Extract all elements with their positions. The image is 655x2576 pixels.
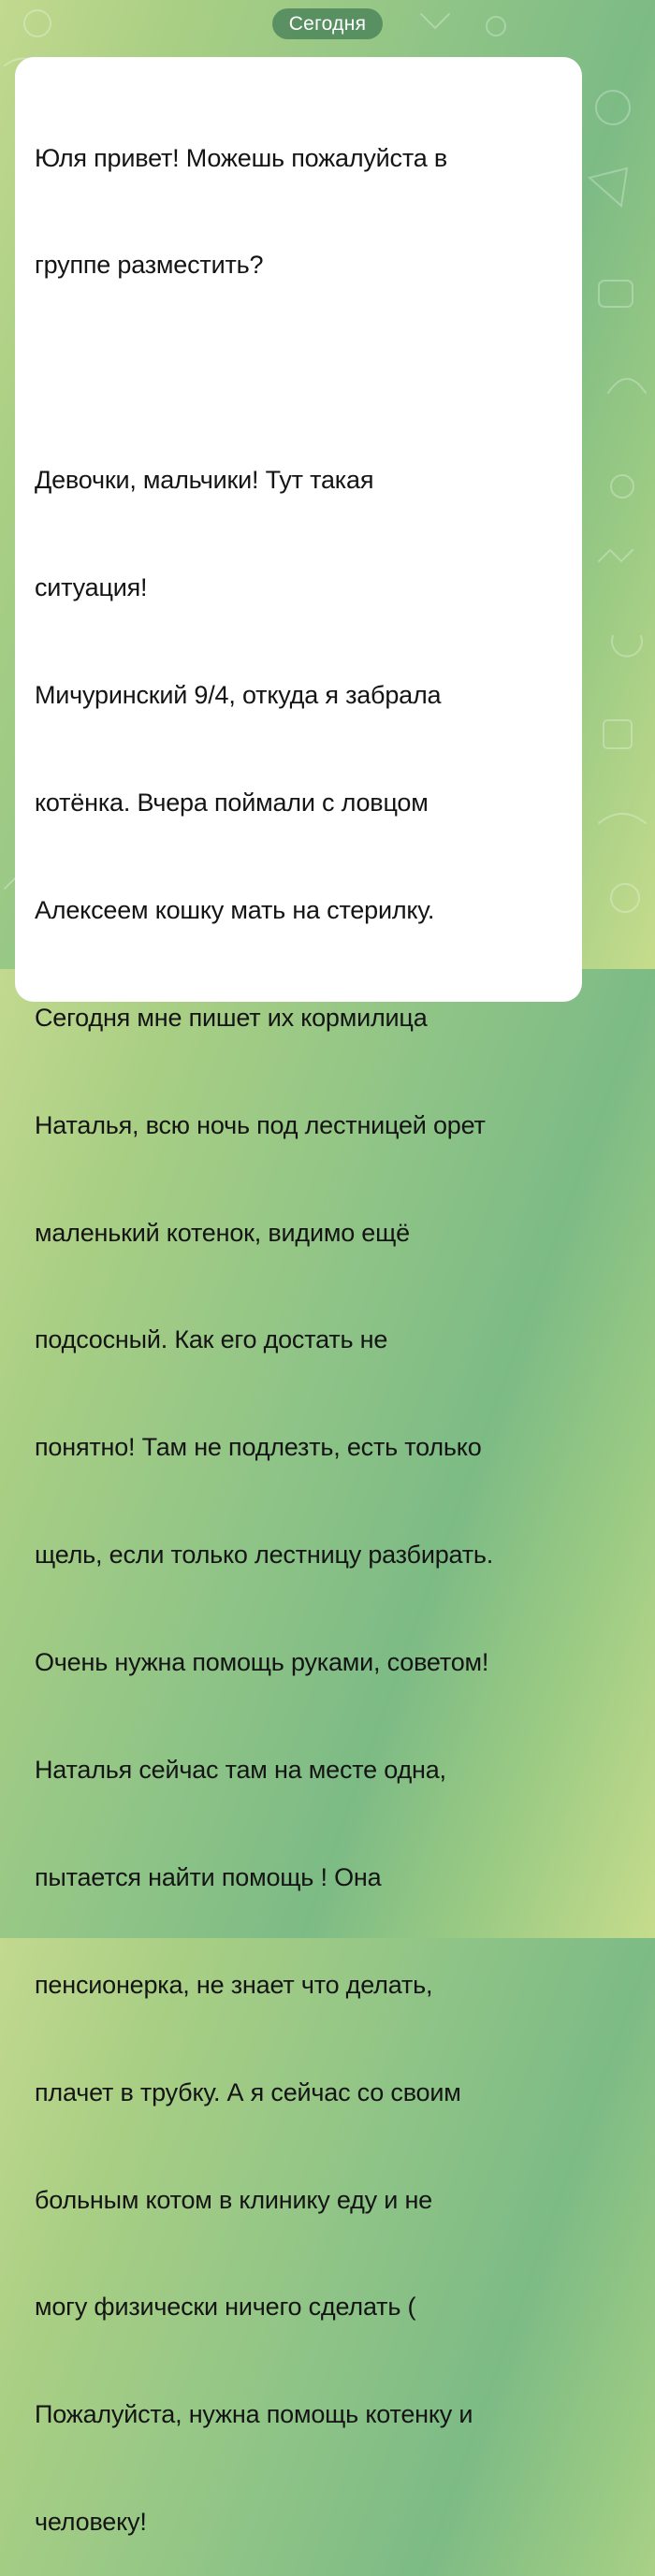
- message-line: [35, 355, 577, 390]
- message-text: [35, 68, 577, 2576]
- message-line: щель, если только лестницу разбирать.: [35, 1541, 494, 1570]
- message-line: группе разместить?: [35, 251, 264, 280]
- date-separator: Сегодня: [272, 8, 383, 39]
- message-line: пытается найти помощь ! Она: [35, 1862, 382, 1891]
- message-line: пенсионерка, не знает что делать,: [35, 1970, 433, 1999]
- message-line: Пожалуйста, нужна помощь котенку и: [35, 2400, 473, 2429]
- message-line: Очень нужна помощь руками, советом!: [35, 1648, 489, 1677]
- message-line: Мичуринский 9/4, откуда я забрала: [35, 681, 442, 710]
- message-line: плачет в трубку. А я сейчас со своим: [35, 2077, 461, 2106]
- message-line: Сегодня мне пишет их кормилица: [35, 1003, 428, 1032]
- message-line: подсосный. Как его достать не: [35, 1325, 388, 1354]
- message-line: Наталья, всю ночь под лестницей орет: [35, 1110, 486, 1139]
- message-line: Алексеем кошку мать на стерилку.: [35, 895, 435, 924]
- message-line: человеку!: [35, 2508, 147, 2537]
- message-line: Наталья сейчас там на месте одна,: [35, 1755, 446, 1784]
- message-line: Девочки, мальчики! Тут такая: [35, 466, 374, 495]
- message-line: могу физически ничего сделать (: [35, 2293, 416, 2322]
- message-line: маленький котенок, видимо ещё: [35, 1218, 410, 1247]
- message-line: Юля привет! Можешь пожалуйста в: [35, 143, 447, 172]
- message-line: котёнка. Вчера поймали с ловцом: [35, 788, 429, 817]
- message-line: ситуация!: [35, 573, 148, 602]
- message-line: понятно! Там не подлезть, есть только: [35, 1433, 482, 1462]
- message-line: больным котом в клинику еду и не: [35, 2185, 432, 2214]
